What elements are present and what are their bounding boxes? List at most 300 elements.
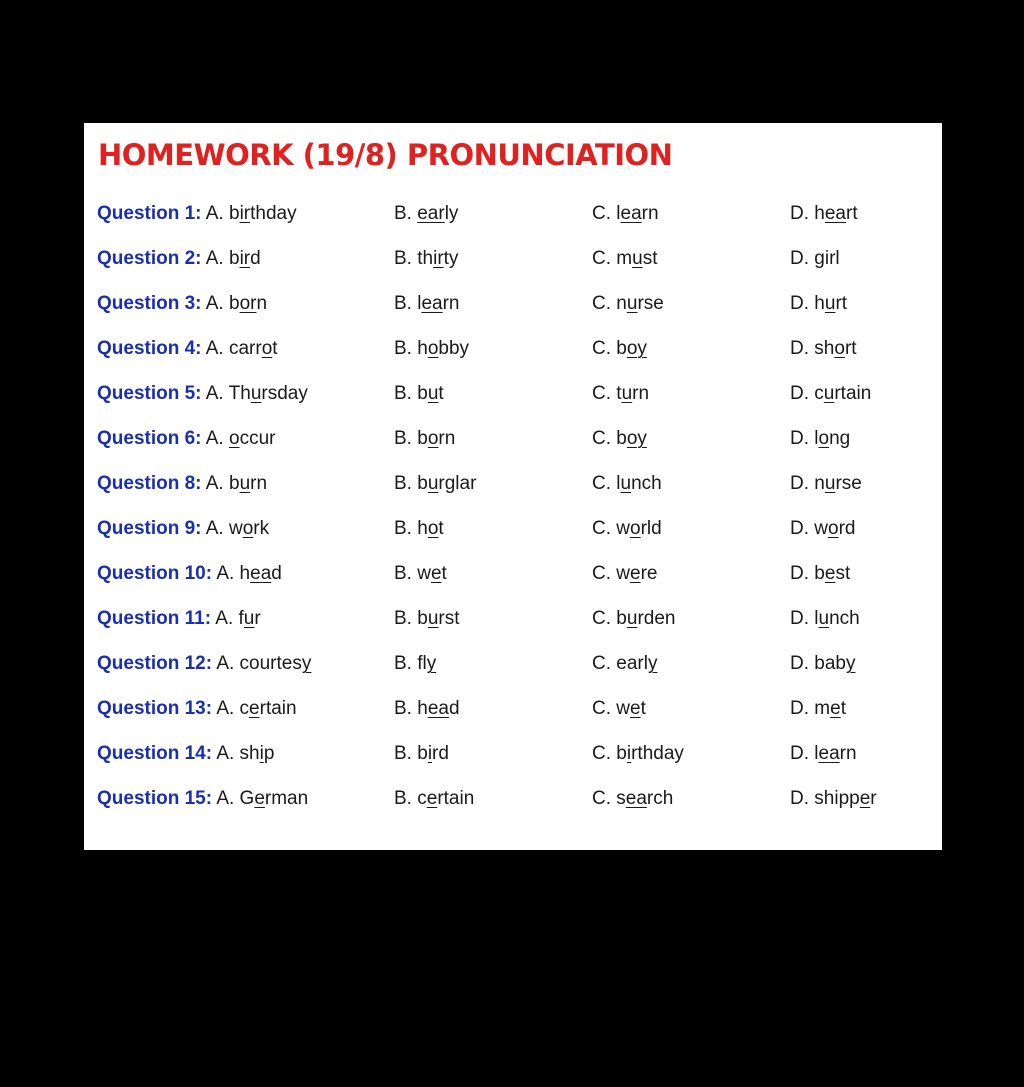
word-part: rse <box>835 473 862 494</box>
word-part: b <box>228 203 240 224</box>
question-row <box>84 328 942 373</box>
option-b <box>394 553 447 595</box>
underlined-sound: i <box>626 743 632 764</box>
word-part: rt <box>846 203 858 224</box>
option-a <box>97 328 278 370</box>
word-part: b <box>417 383 428 404</box>
word-part: t <box>840 698 846 719</box>
option-letter: B. <box>394 293 412 314</box>
word-part: rt <box>844 338 857 359</box>
option-letter: B. <box>394 203 412 224</box>
underlined-sound: e <box>426 788 438 809</box>
word-part: w <box>228 518 243 539</box>
word-part: fl <box>417 653 427 674</box>
option-letter: C. <box>592 698 611 719</box>
word-part: b <box>417 428 428 449</box>
word-part: t <box>438 383 444 404</box>
option-letter: B. <box>394 563 412 584</box>
option-a <box>97 778 308 820</box>
option-a <box>97 733 274 775</box>
underlined-sound: e <box>859 788 871 809</box>
underlined-sound: i <box>259 743 264 764</box>
word-part: rse <box>637 293 664 314</box>
underlined-sound: o <box>427 428 439 449</box>
option-c <box>592 598 675 640</box>
underlined-sound: u <box>620 473 632 494</box>
question-label: Question 3: <box>97 293 202 314</box>
word-part: b <box>616 743 627 764</box>
word-part: ng <box>829 428 851 449</box>
word-part: thday <box>250 203 297 224</box>
word-part: girl <box>814 248 840 269</box>
underlined-sound: u <box>818 608 830 629</box>
question-row <box>84 688 942 733</box>
word-part: rld <box>640 518 662 539</box>
underlined-sound: y <box>845 653 856 674</box>
option-letter: B. <box>394 518 412 539</box>
word-part: b <box>417 743 428 764</box>
word-part: w <box>814 518 829 539</box>
option-letter: B. <box>394 743 412 764</box>
question-row <box>84 463 942 508</box>
word-part: nch <box>631 473 662 494</box>
word-part: courtes <box>239 653 302 674</box>
question-list <box>84 193 942 823</box>
word-part: h <box>417 518 428 539</box>
option-c <box>592 778 673 820</box>
option-letter: B. <box>394 788 412 809</box>
word-part: b <box>228 473 240 494</box>
option-d <box>790 778 877 820</box>
question-row <box>84 598 942 643</box>
word-part: rsday <box>261 383 308 404</box>
option-a <box>97 418 275 460</box>
option-b <box>394 238 458 280</box>
option-c <box>592 463 662 505</box>
option-letter: C. <box>592 608 611 629</box>
underlined-sound: u <box>427 608 439 629</box>
word-part: rn <box>442 293 460 314</box>
underlined-sound: o <box>427 518 439 539</box>
word-part: b <box>616 608 627 629</box>
underlined-sound: u <box>824 293 836 314</box>
word-part: t <box>616 383 622 404</box>
word-part: rglar <box>438 473 477 494</box>
page-title: HOMEWORK (19/8) PRONUNCIATION <box>98 138 673 172</box>
option-a <box>97 643 311 685</box>
underlined-sound: o <box>228 428 240 449</box>
underlined-sound: ea <box>818 743 840 764</box>
word-part: d <box>250 248 261 269</box>
option-letter: D. <box>790 473 809 494</box>
word-part: l <box>417 293 422 314</box>
word-part: rch <box>646 788 674 809</box>
option-letter: D. <box>790 608 809 629</box>
word-part: re <box>640 563 658 584</box>
word-part: ccur <box>239 428 276 449</box>
word-part: t <box>438 518 444 539</box>
word-part: sh <box>814 338 835 359</box>
word-part: b <box>616 428 627 449</box>
option-a <box>97 598 261 640</box>
word-part: Th <box>228 383 251 404</box>
word-part: l <box>814 608 819 629</box>
word-part: m <box>616 248 633 269</box>
word-part: rn <box>438 428 456 449</box>
option-a <box>97 463 267 505</box>
word-part: h <box>417 698 428 719</box>
word-part: st <box>642 248 658 269</box>
word-part: w <box>616 698 631 719</box>
underlined-sound: u <box>621 383 633 404</box>
word-part: rden <box>637 608 676 629</box>
option-letter: B. <box>394 473 412 494</box>
question-label: Question 2: <box>97 248 202 269</box>
option-letter: A. <box>216 698 235 719</box>
option-letter: C. <box>592 338 611 359</box>
underlined-sound: y <box>647 653 658 674</box>
underlined-sound: o <box>242 518 254 539</box>
underlined-sound: e <box>254 788 265 809</box>
option-letter: D. <box>790 518 809 539</box>
question-label: Question 8: <box>97 473 202 494</box>
underlined-sound: o <box>834 338 845 359</box>
option-letter: A. <box>205 428 224 449</box>
word-part: r <box>254 608 261 629</box>
option-b <box>394 283 460 325</box>
question-label: Question 13: <box>97 698 213 719</box>
option-letter: D. <box>790 788 809 809</box>
underlined-sound: o <box>261 338 273 359</box>
option-letter: A. <box>205 248 224 269</box>
underlined-sound: u <box>250 383 262 404</box>
option-d <box>790 643 855 685</box>
question-label: Question 11: <box>97 608 212 629</box>
option-letter: C. <box>592 383 611 404</box>
word-part: rtain <box>834 383 872 404</box>
word-part: t <box>272 338 278 359</box>
underlined-sound: ea <box>421 293 443 314</box>
option-letter: D. <box>790 293 809 314</box>
option-letter: C. <box>592 518 611 539</box>
word-part: bab <box>814 653 846 674</box>
option-letter: B. <box>394 248 412 269</box>
word-part: c <box>814 383 824 404</box>
option-letter: D. <box>790 248 809 269</box>
question-label: Question 4: <box>97 338 202 359</box>
option-c <box>592 553 658 595</box>
underlined-sound: e <box>824 563 836 584</box>
option-d <box>790 328 857 370</box>
underlined-sound: ir <box>239 248 251 269</box>
underlined-sound: e <box>830 698 841 719</box>
underlined-sound: u <box>239 473 251 494</box>
question-label: Question 1: <box>97 203 202 224</box>
question-row <box>84 418 942 463</box>
word-part: b <box>417 608 428 629</box>
option-a <box>97 508 269 550</box>
question-row <box>84 733 942 778</box>
word-part: rn <box>839 743 857 764</box>
word-part: w <box>616 518 631 539</box>
underlined-sound: o <box>630 518 641 539</box>
word-part: rn <box>250 473 268 494</box>
option-c <box>592 238 657 280</box>
word-part: b <box>814 563 825 584</box>
underlined-sound: ir <box>239 203 251 224</box>
word-part: s <box>616 788 626 809</box>
option-letter: B. <box>394 383 412 404</box>
option-letter: A. <box>205 338 224 359</box>
word-part: d <box>448 698 460 719</box>
option-letter: C. <box>592 428 611 449</box>
underlined-sound: oy <box>626 428 647 449</box>
word-part: b <box>417 473 428 494</box>
word-part: rd <box>432 743 449 764</box>
word-part: rk <box>253 518 270 539</box>
option-d <box>790 688 846 730</box>
option-d <box>790 283 847 325</box>
word-part: m <box>814 698 831 719</box>
underlined-sound: e <box>430 563 442 584</box>
underlined-sound: ea <box>250 563 272 584</box>
option-b <box>394 193 458 235</box>
word-part: w <box>616 563 631 584</box>
word-part: l <box>814 743 819 764</box>
option-letter: D. <box>790 203 809 224</box>
question-row <box>84 778 942 823</box>
underlined-sound: ea <box>824 203 846 224</box>
option-b <box>394 733 449 775</box>
option-d <box>790 418 850 460</box>
word-part: p <box>263 743 275 764</box>
word-part: G <box>239 788 255 809</box>
underlined-sound: o <box>427 338 439 359</box>
option-a <box>97 553 282 595</box>
word-part: f <box>238 608 244 629</box>
word-part: h <box>417 338 428 359</box>
word-part: rman <box>264 788 309 809</box>
option-letter: C. <box>592 743 611 764</box>
option-b <box>394 643 436 685</box>
underlined-sound: e <box>630 563 641 584</box>
option-b <box>394 418 455 460</box>
question-label: Question 6: <box>97 428 202 449</box>
underlined-sound: ear <box>417 203 445 224</box>
option-c <box>592 508 662 550</box>
option-b <box>394 328 469 370</box>
word-part: h <box>814 293 825 314</box>
word-part: b <box>228 293 240 314</box>
question-label: Question 10: <box>97 563 213 584</box>
word-part: rt <box>835 293 848 314</box>
option-b <box>394 598 460 640</box>
option-letter: D. <box>790 653 809 674</box>
question-row <box>84 193 942 238</box>
question-label: Question 14: <box>97 743 213 764</box>
underlined-sound: u <box>626 293 638 314</box>
option-b <box>394 373 444 415</box>
option-letter: A. <box>205 383 224 404</box>
word-part: carr <box>228 338 262 359</box>
underlined-sound: o <box>828 518 839 539</box>
word-part: n <box>256 293 268 314</box>
option-c <box>592 373 649 415</box>
underlined-sound: u <box>243 608 255 629</box>
option-b <box>394 508 444 550</box>
word-part: rtain <box>259 698 297 719</box>
underlined-sound: y <box>426 653 437 674</box>
option-letter: D. <box>790 743 809 764</box>
option-d <box>790 193 858 235</box>
option-b <box>394 778 474 820</box>
option-d <box>790 598 860 640</box>
option-a <box>97 238 261 280</box>
underlined-sound: y <box>301 653 312 674</box>
option-c <box>592 418 647 460</box>
option-letter: A. <box>216 788 235 809</box>
option-c <box>592 193 659 235</box>
word-part: shipp <box>814 788 860 809</box>
option-d <box>790 553 850 595</box>
word-part: sh <box>239 743 260 764</box>
word-part: c <box>417 788 427 809</box>
question-row <box>84 238 942 283</box>
option-c <box>592 328 647 370</box>
word-part: w <box>417 563 431 584</box>
option-a <box>97 688 297 730</box>
question-label: Question 5: <box>97 383 202 404</box>
word-part: ty <box>443 248 459 269</box>
word-part: ly <box>444 203 459 224</box>
word-part: h <box>239 563 251 584</box>
word-part: rn <box>632 383 650 404</box>
option-letter: C. <box>592 293 611 314</box>
question-label: Question 9: <box>97 518 202 539</box>
option-letter: A. <box>205 293 224 314</box>
underlined-sound: e <box>249 698 260 719</box>
word-part: l <box>616 473 621 494</box>
word-part: b <box>228 248 240 269</box>
option-letter: B. <box>394 608 412 629</box>
underlined-sound: ir <box>433 248 444 269</box>
option-letter: A. <box>216 743 235 764</box>
underlined-sound: u <box>427 383 439 404</box>
underlined-sound: o <box>818 428 830 449</box>
word-part: n <box>814 473 825 494</box>
word-part: h <box>814 203 825 224</box>
option-c <box>592 283 664 325</box>
option-letter: C. <box>592 563 611 584</box>
underlined-sound: oy <box>626 338 647 359</box>
word-part: earl <box>616 653 648 674</box>
option-letter: A. <box>216 563 235 584</box>
option-d <box>790 463 862 505</box>
underlined-sound: i <box>427 743 433 764</box>
word-part: rn <box>641 203 659 224</box>
question-label: Question 15: <box>97 788 213 809</box>
option-d <box>790 373 871 415</box>
option-letter: B. <box>394 428 412 449</box>
option-letter: D. <box>790 563 809 584</box>
question-label: Question 12: <box>97 653 213 674</box>
option-letter: A. <box>205 203 224 224</box>
underlined-sound: e <box>630 698 641 719</box>
option-c <box>592 643 657 685</box>
underlined-sound: or <box>239 293 257 314</box>
word-part: t <box>640 698 646 719</box>
option-letter: D. <box>790 698 809 719</box>
underlined-sound: u <box>823 383 835 404</box>
word-part: st <box>835 563 851 584</box>
word-part: b <box>616 338 627 359</box>
option-letter: A. <box>216 653 235 674</box>
option-letter: C. <box>592 788 611 809</box>
option-letter: A. <box>205 473 224 494</box>
underlined-sound: u <box>626 608 638 629</box>
word-part: l <box>616 203 621 224</box>
worksheet <box>84 123 942 850</box>
option-a <box>97 193 297 235</box>
question-row <box>84 508 942 553</box>
word-part: rst <box>438 608 460 629</box>
underlined-sound: ea <box>625 788 647 809</box>
word-part: c <box>239 698 250 719</box>
option-a <box>97 373 308 415</box>
option-a <box>97 283 267 325</box>
word-part: t <box>441 563 447 584</box>
question-row <box>84 643 942 688</box>
option-b <box>394 463 476 505</box>
option-d <box>790 238 840 280</box>
option-letter: D. <box>790 428 809 449</box>
word-part: n <box>616 293 627 314</box>
underlined-sound: u <box>824 473 836 494</box>
word-part: l <box>814 428 819 449</box>
option-letter: C. <box>592 473 611 494</box>
option-letter: B. <box>394 338 412 359</box>
option-letter: D. <box>790 338 809 359</box>
option-b <box>394 688 460 730</box>
option-letter: B. <box>394 698 412 719</box>
underlined-sound: ea <box>427 698 449 719</box>
option-letter: A. <box>205 518 224 539</box>
question-row <box>84 373 942 418</box>
underlined-sound: ea <box>620 203 642 224</box>
option-letter: B. <box>394 653 412 674</box>
underlined-sound: u <box>632 248 643 269</box>
option-letter: C. <box>592 653 611 674</box>
option-c <box>592 733 684 775</box>
option-c <box>592 688 646 730</box>
option-letter: C. <box>592 203 611 224</box>
option-letter: A. <box>215 608 234 629</box>
word-part: rd <box>838 518 856 539</box>
word-part: rtain <box>437 788 475 809</box>
word-part: th <box>417 248 434 269</box>
word-part: nch <box>829 608 860 629</box>
word-part: rthday <box>631 743 684 764</box>
word-part: bby <box>438 338 470 359</box>
word-part: d <box>271 563 282 584</box>
option-letter: D. <box>790 383 809 404</box>
question-row <box>84 283 942 328</box>
option-letter: C. <box>592 248 611 269</box>
option-d <box>790 508 856 550</box>
word-part: r <box>870 788 877 809</box>
option-d <box>790 733 857 775</box>
question-row <box>84 553 942 598</box>
